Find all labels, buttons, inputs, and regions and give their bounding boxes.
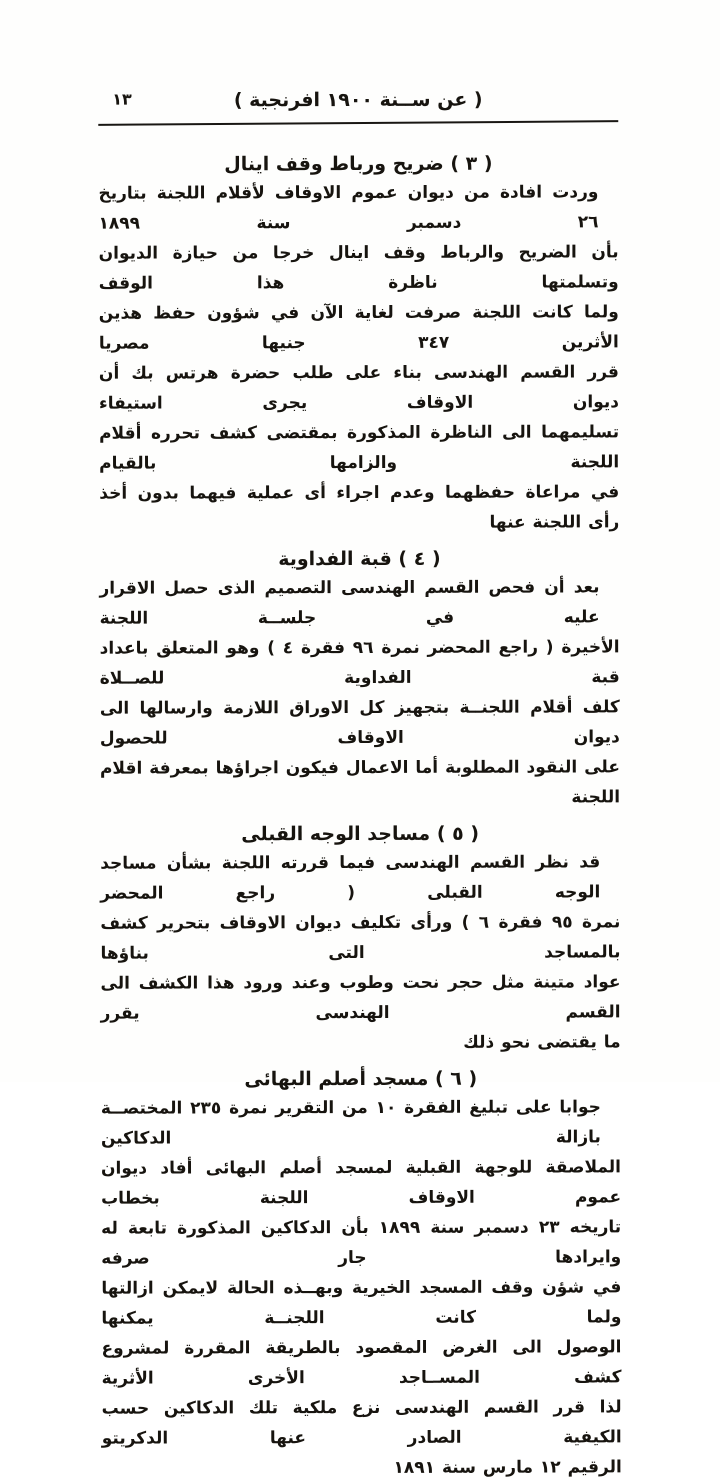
text-line: قرر القسم الهندسى بناء على طلب حضرة هرتس بك أن ديوان الاوقاف يجرى استيفاء	[98, 362, 620, 414]
text-line: نمرة ٩٥ فقرة ٦ ) ورأى تكليف ديوان الاوقاف بتحرير كشف بالمساجد التى بناؤها	[100, 912, 621, 964]
text-line: بأن الضريح والرباط وقف اينال خرجا من حيازة الديوان وتسلمتها ناظرة هذا الوقف	[98, 242, 619, 294]
text-line: الوصول الى الغرض المقصود بالطريقة المقررة لمشروع كشف المســاجد الأخرى الأثرية	[101, 1337, 622, 1389]
header-title: ( عن ســنة ١٩٠٠ افرنجية )	[233, 88, 483, 112]
text-line: جوابا على تبليغ الفقرة ١٠ من التقرير نمرة ٢٣٥ المختصــة بازالة الدكاكين	[100, 1097, 601, 1149]
text-line: وردت افادة من ديوان عموم الاوقاف لأقلام اللجنة بتاريخ ٢٦ دسمبر سنة ١٨٩٩	[98, 182, 599, 234]
section-heading: ( ٣ ) ضريح ورباط وقف اينال	[224, 152, 493, 176]
paragraph	[101, 1092, 622, 1483]
page-number: ١٣	[112, 89, 132, 109]
text-line: الأخيرة ( راجع المحضر نمرة ٩٦ فقرة ٤ ) وهو المتعلق باعداد قبة الفداوية للصــلاة	[99, 637, 620, 689]
page-content	[98, 85, 622, 1483]
section-3	[98, 149, 619, 538]
text-line: كلف أقلام اللجنــة بتجهيز كل الاوراق اللازمة وارسالها الى ديوان الاوقاف للحصول	[99, 697, 620, 749]
text-line: عواد متينة مثل حجر نحت وطوب وعند ورود هذا الكشف الى القسم الهندسى يقرر	[100, 972, 621, 1024]
text-line: تسليمهما الى الناظرة المذكورة بمقتضى كشف تحرره أقلام اللجنة والزامها بالقيام	[99, 422, 620, 474]
section-heading: ( ٥ ) مساجد الوجه القبلى	[241, 822, 480, 846]
paragraph	[99, 572, 620, 813]
paragraph	[100, 847, 621, 1058]
text-line: في شؤن وقف المسجد الخيرية وبهــذه الحالة لايمكن ازالتها ولما كانت اللجنــة يمكنها	[101, 1277, 622, 1329]
text-line: على النقود المطلوبة أما الاعمال فيكون اجراؤها بمعرفة اقلام اللجنة	[99, 757, 621, 808]
text-line: لذا قرر القسم الهندسى نزع ملكية تلك الدكاكين حسب الكيفية الصادر عنها الدكريتو	[101, 1397, 622, 1449]
page-header	[98, 85, 618, 116]
text-line: بعد أن فحص القسم الهندسى التصميم الذى حصل الاقرار عليه في جلســة اللجنة	[99, 577, 600, 629]
text-line: ولما كانت اللجنة صرفت لغاية الآن في شؤون حفظ هذين الأثرين ٣٤٧ جنيها مصريا	[98, 302, 619, 354]
section-4	[99, 544, 620, 813]
text-line: في مراعاة حفظهما وعدم اجراء أى عملية فيهما بدون أخذ رأى اللجنة عنها	[99, 482, 620, 533]
section-heading: ( ٦ ) مسجد أصلم البهائى	[244, 1067, 478, 1091]
text-line: ما يقتضى نحو ذلك	[463, 1032, 621, 1053]
section-5	[100, 819, 621, 1058]
section-6	[101, 1064, 622, 1483]
paragraph	[98, 177, 619, 538]
text-line: تاريخه ٢٣ دسمبر سنة ١٨٩٩ بأن الدكاكين المذكورة تابعة له وايرادها جار صرفه	[101, 1217, 622, 1269]
text-line: الرقيم ١٢ مارس سنة ١٨٩١	[393, 1457, 622, 1478]
section-heading: ( ٤ ) قبة الفداوية	[278, 547, 441, 571]
text-line: الملاصقة للوجهة القبلية لمسجد أصلم البهائى أفاد ديوان عموم الاوقاف اللجنة بخطاب	[100, 1157, 622, 1209]
header-rule	[98, 120, 618, 126]
text-line: قد نظر القسم الهندسى فيما قررته اللجنة بشأن مساجد الوجه القبلى ( راجع المحضر	[100, 852, 601, 904]
